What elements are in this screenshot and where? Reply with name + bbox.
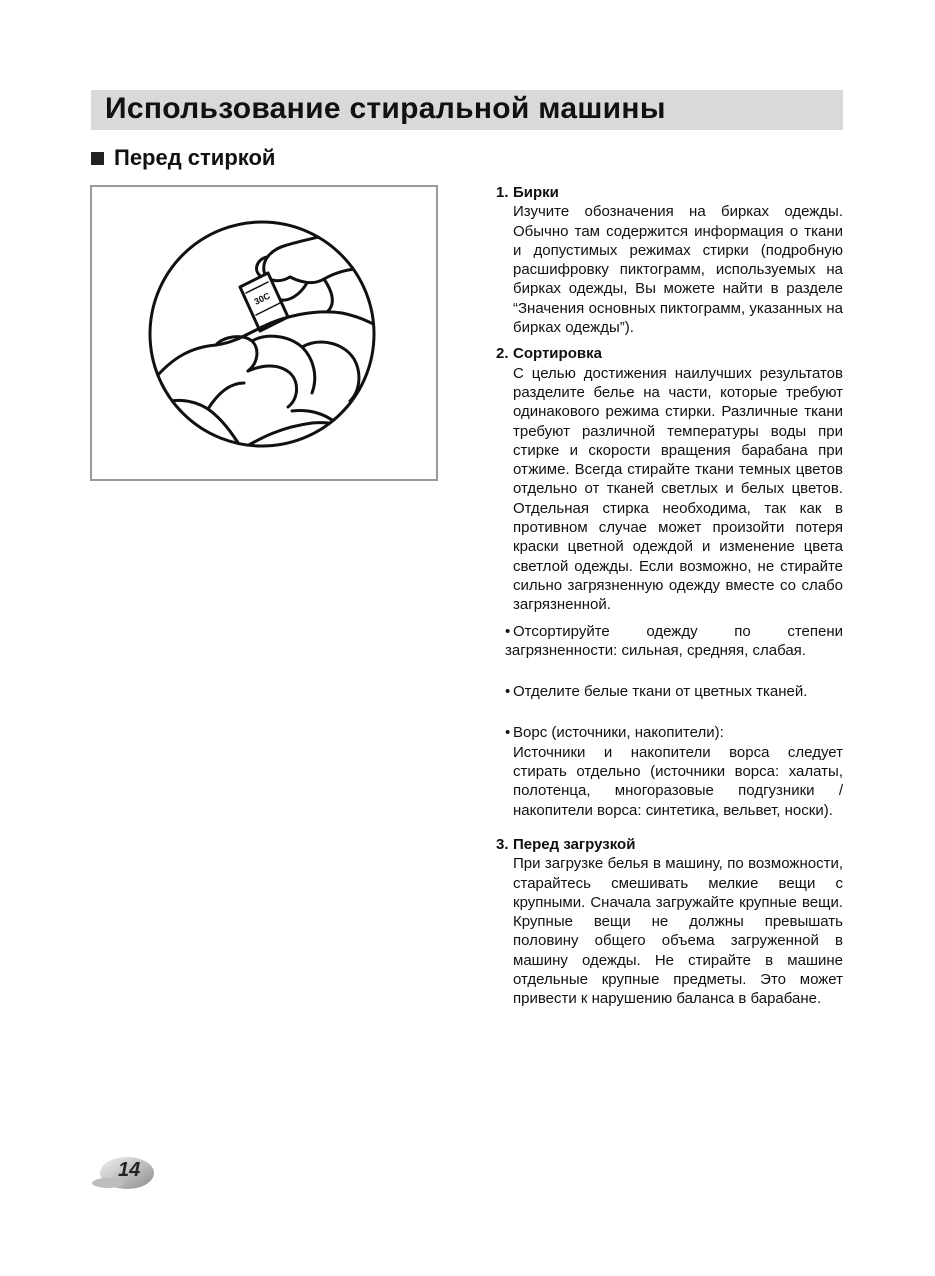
item-number: 2. [496,345,509,363]
instruction-item-loading [496,835,843,1009]
bullet-text: Отделите белые ткани от цветных тканей. [513,683,808,701]
item-heading [496,183,843,202]
illustration-frame [90,185,438,481]
item-text: При загрузке белья в машину, по возможности, старайтесь смешивать мелкие вещи с крупными. Сначала загружайте крупные вещи. Крупные вещи не должны превышать половину общего объема загруженной в машину одежды. Не стирайте в машине отдельные крупные предметы. Это может привести к нарушению баланса в барабане. [513,855,843,1008]
bullet-body: Источники и накопители ворса следует стирать отдельно (источники ворса: халаты, полотенца, многоразовые подгузники / накопители ворса: синтетика, вельвет, носки). [513,743,843,819]
item-heading [496,344,843,363]
item-heading-text: Бирки [513,184,559,201]
section-heading [91,145,275,171]
bullet-text: Отсортируйте одежду по степени загрязненности: сильная, средняя, слабая. [505,622,843,659]
illustration-circle [150,222,374,446]
instruction-item-sorting [496,344,843,614]
title-bar [91,90,843,130]
bullet-dot: • [505,683,511,701]
item-text: Изучите обозначения на бирках одежды. Обычно там содержится информация о ткани и допустимых режимах стирки (подробную расшифровку пиктограмм, используемых на бирках одежды, Вы можете найти в разделе “Значения основных пиктограмм, указанных на бирках одежды”). [513,203,843,337]
bullet-item [505,682,843,701]
instruction-item-labels [496,183,843,337]
item-number: 1. [496,184,509,201]
bullet-item-lint [496,723,843,819]
bullet-text: Ворс (источники, накопители): [513,724,724,742]
hands-label-illustration [92,187,436,479]
bullet-item [505,723,843,742]
item-heading [496,835,843,854]
bullet-dot: • [505,724,511,742]
page-title: Использование стиральной машины [105,92,666,125]
page-number: 14 [118,1159,141,1181]
bullet-dot: • [505,622,511,640]
item-heading-text: Перед загрузкой [513,835,636,853]
item-heading-text: Сортировка [513,345,602,363]
tag-label: 30C [252,290,272,307]
instructions-column [496,183,843,1016]
bullet-item [505,622,843,661]
item-text: С целью достижения наилучших результатов разделите белье на части, которые требуют одинакового режима стирки. Различные ткани требуют различной температуры воды при стирке и скорости вращения барабана при отжиме. Всегда стирайте ткани темных цветов отдельно от тканей светлых и белых цветов. Отдельная стирка необходима, так как в противном случае может произойти потеря краски цветной одеждой и изменение цвета светлой одежды. Если возможно, не стирайте сильно загрязненную одежду вместе со слабо загрязненной. [513,364,843,614]
item-number: 3. [496,835,509,853]
section-title: Перед стиркой [114,145,276,170]
square-bullet-icon [91,152,104,165]
